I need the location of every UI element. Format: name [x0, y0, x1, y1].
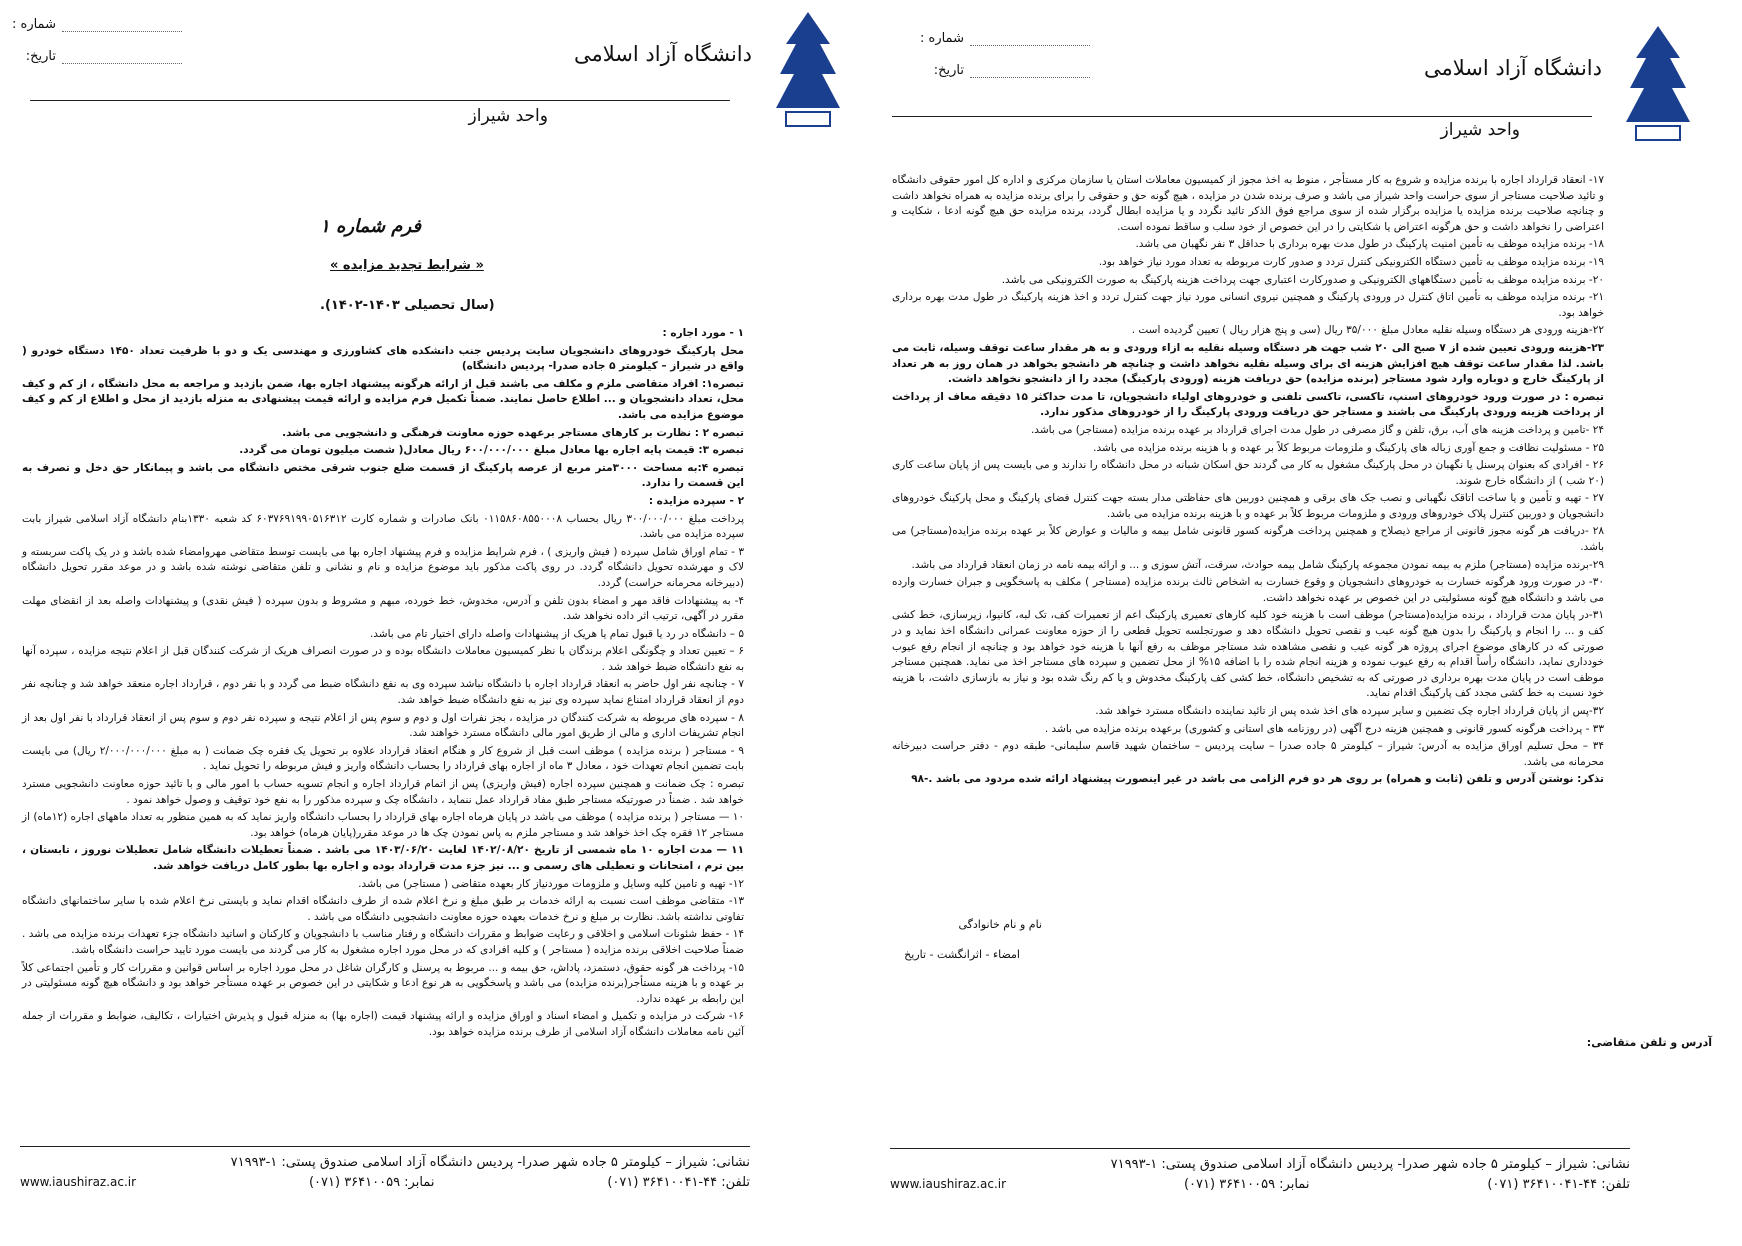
paragraph: ۶ – تعيين تعداد و چگونگی اعلام برندگان با نظر کميسيون معاملات دانشگاه بوده و در صورت انصراف هريک از شرکت کنندگان قبل از اعلام نتيجه مزايده ، سپرده آنها به نفع دانشگاه ضبط خواهد شد .	[22, 645, 744, 673]
footer-website-link[interactable]: www.iaushiraz.ac.ir	[890, 1177, 1007, 1191]
right-body-text	[892, 173, 1604, 790]
footer-fax: نمابر: ۳۶۴۱۰۰۵۹ (۰۷۱)	[308, 1175, 435, 1190]
date-line	[970, 63, 1090, 78]
paragraph: ۲۸ -دريافت هر گونه مجوز قانونی از مراجع ذيصلاح و همچنين پرداخت هرگونه کسور قانونی شامل بيمه و ماليات و عوارض کلاً بر عهده برنده مزايده(مستاجر) می باشد.	[892, 525, 1604, 554]
paragraph: ۳۲-پس از پايان قرارداد اجاره چک تضمين و ساير سپرده های اخذ شده پس از تائيد نماينده دانشگاه مسترد خواهد شد.	[1095, 705, 1604, 717]
paragraph: تبصره : در صورت ورود خودروهای اسنپ، تاکسی، تاکسی تلفنی و خودروهای اولياء دانشجويان، تا مدت حداکثر ۱۵ دقيقه معاف از پرداخت از پرداخت هزينه ورودی پارکينگ می باشند و مستاجر حق دريافت ورودی پارکينگ را از خودروهای مذکور ندارد.	[892, 390, 1604, 419]
paragraph: ۴- به پيشنهادات فاقد مهر و امضاء بدون تلفن و آدرس، مخدوش، خط خورده، مبهم و مشروط و بدون سپرده ( فيش نقدی) و پيشنهادات واصله بعد از انقضای مهلت مقرر در آگهی، ترتيب اثر داده نخواهد شد.	[22, 594, 744, 623]
paragraph: تبصره ۴:به مساحت ۳۰۰۰متر مربع از عرصه پارکينگ از قسمت ضلع جنوب شرقی مختص دانشگاه می باشد و پيمانکار حق دخل و تصرف به اين قسمت را ندارد.	[22, 461, 744, 490]
paragraph: ۸ - سپرده های مربوطه به شرکت کنندگان در مزايده ، بجز نفرات اول و دوم و سوم پس از اعلام نتيجه و سپرده نفر دوم و سوم پس از انعقاد قرارداد با نفر اول بعد از انجام تشريفات اداری و مالی از طريق امور مالی دانشگاه مسترد خواهند شد.	[22, 711, 744, 740]
footer-fax: نمابر: ۳۶۴۱۰۰۵۹ (۰۷۱)	[1183, 1177, 1310, 1192]
paragraph: تبصره ۲ : نظارت بر کارهای مستاجر برعهده حوزه معاونت فرهنگی و دانشجويی می باشد.	[282, 426, 744, 439]
date-label: تاريخ:	[25, 48, 56, 64]
conditions-subtitle: « شرايط تجديد مزايده »	[330, 258, 484, 273]
paragraph: ۲ - سپرده مزايده :	[648, 494, 744, 507]
paragraph: ۱۸- برنده مزايده موظف به تأمين امنيت پارکينگ در طول مدت بهره برداری با حداقل ۳ نفر نگهبان می باشد.	[1135, 238, 1604, 251]
date-line	[62, 49, 182, 64]
footer-address: نشانی: شيراز – کيلومتر ۵ جاده شهر صدرا- پرديس دانشگاه آزاد اسلامی صندوق پستی: ۱-۷۱۹۹۳	[1110, 1157, 1630, 1172]
paragraph: محل پارکينگ خودروهای دانشجويان سايت پرديس جنب دانشکده های کشاورزی و مهندسی يک و دو با ظرفيت تعداد ۱۴۵۰ دستگاه خودرو ( واقع در شيراز – کيلومتر ۵ جاده صدرا- پرديس دانشگاه)	[22, 344, 744, 373]
paragraph: تبصره ۳: قيمت پايه اجاره بها معادل مبلغ ۶۰۰/۰۰۰/۰۰۰ ريال معادل( شصت ميليون تومان می گردد.	[239, 444, 744, 457]
paragraph: ۲۱- برنده مزايده موظف به تأمين اتاق کنترل در ورودی پارکينگ و همچنين نيروی انسانی مورد نياز جهت کنترل تردد و اخذ هزينه پارکينگ در طول مدت بهره برداری خواهد بود.	[892, 291, 1604, 319]
paragraph: ۱۱ — مدت اجاره ۱۰ ماه شمسی از تاريخ ۱۴۰۲/۰۸/۲۰ لغايت ۱۴۰۳/۰۶/۲۰ می باشد . ضمناً تعطيلات دانشگاه شامل تعطيلات نوروز ، تابستان ، بين ترم ، امتحانات و تعطيلی های رسمی و ... نيز جزء مدت قرارداد بوده و اجاره بها بطور کامل دريافت خواهد شد.	[22, 844, 744, 872]
number-label: شماره :	[920, 30, 964, 46]
paragraph: ۱۶- شرکت در مزايده و تکميل و امضاء اسناد و اوراق مزايده و ارائه پيشنهاد قيمت (اجاره بها) به منزله قبول و پذيرش اختيارات ، تکاليف، ضوابط و مقررات از جمله آئين نامه معاملات دانشگاه آزاد اسلامی از طرف برنده مزايده خواهد بود.	[22, 1010, 744, 1038]
right-meta	[920, 22, 1090, 86]
paragraph: ۵ – دانشگاه در رد يا قبول تمام يا هريک از پيشنهادات واصله دارای اختيار تام می باشد.	[369, 627, 744, 640]
branch-name: واحد شيراز	[468, 106, 548, 126]
form-title: فرم شماره ۱	[320, 216, 421, 237]
applicant-address-label: آدرس و تلفن متقاضی:	[1586, 1036, 1712, 1049]
paragraph: ۳ - تمام اوراق شامل سپرده ( فيش واريزی ) ، فرم شرايط مزايده و فرم پيشنهاد اجاره بها می بايست توسط متقاضی مهروامضاء شده باشد و در يک پاکت سربسته و لاک و مهرشده تحويل دانشگاه گردد. در روی پاکت مذکور بايد موضوع مزايده و نام و نشانی و تلفن متقاضی نوشته شده باشد و در موعد مقرر تحويل دانشگاه (دبيرخانه محرمانه حراست) گردد.	[22, 545, 744, 589]
left-footer	[20, 1146, 750, 1195]
paragraph: ۱۳- متقاضی موظف است نسبت به ارائه خدمات بر طبق مبلغ و نرخ اعلام شده از طرف دانشگاه اقدام نمايد و بايستی نرخ اعلام شده با ساير ساختمانهای دانشگاه تفاوتی نداشته باشد. نظارت بر مبلغ و نرخ خدمات بعهده حوزه معاونت دانشجويی دانشگاه می باشد .	[22, 895, 744, 923]
university-title: دانشگاه آزاد اسلامی	[574, 42, 752, 66]
paragraph: ۳۳ - پرداخت هرگونه کسور قانونی و همچنين هزينه درج آگهی (در روزنامه های استانی و کشوری) برعهده برنده مزايده می باشد .	[1044, 722, 1604, 735]
paragraph: ۲۰- برنده مزايده موظف به تأمين دستگاههای الکترونيکی و صدورکارت اعتباری جهت پرداخت هزينه پارکينگ به صورت الکترونيکی می باشد.	[1001, 273, 1604, 286]
paragraph: ۲۶ - افرادی که بعنوان پرسنل يا نگهبان در محل پارکينگ مشغول به کار می گردند حق اسکان شبانه در محل دانشگاه را ندارند و می بايست پس از پايان ساعت کاری (۲۰ شب ) از دانشگاه خارج شوند.	[892, 459, 1604, 487]
paragraph: ۱۷- انعقاد قرارداد اجاره با برنده مزايده و شروع به کار مستأجر ، منوط به اخذ مجوز از کميسيون معاملات استان يا سازمان مرکزی و اداره کل امور حقوقی دانشگاه و تائيد صلاحيت مستاجر از سوی حراست واحد شيراز می باشد و صرف برنده شدن در مزايده ، هيچ گونه حق و حقوقی را برای برنده مزايده به همراه نخواهد داشت و چنانچه صلاحيت برنده مزايده يا مزايده برگزار شده از سوی مراجع فوق الذکر تائيد نگردد و يا مزايده ابطال گردد، برنده مزايده حق هيچ گونه ادعا ، شکايت و اعتراضی را نخواهد داشت و حق هرگونه اعتراض يا شکايتی را در اين خصوص از خود سلب و ساقط نموده است.	[892, 174, 1604, 233]
date-label: تاريخ:	[933, 62, 964, 78]
paragraph: ۲۹-برنده مزايده (مستاجر) ملزم به بيمه نمودن مجموعه پارکينگ شامل بيمه حوادث، سرقت، آتش سوزی و ... و ارائه بيمه نامه در زمان انعقاد قرارداد می باشد.	[911, 558, 1604, 571]
left-meta	[12, 8, 182, 72]
right-page	[880, 0, 1742, 1246]
paragraph: تذکر: نوشتن آدرس و تلفن (ثابت و همراه) بر روی هر دو فرم الزامی می باشد در غير اينصورت پيشنهاد ارائه شده مردود می باشد .-۹۸	[911, 773, 1604, 786]
paragraph: ۹ - مستاجر ( برنده مزايده ) موظف است قبل از شروع کار و هنگام انعقاد قرارداد علاوه بر تحويل يک فقره چک ضمانت ( به مبلغ ۲/۰۰۰/۰۰۰/۰۰۰ ريال) می بايست بابت تضمين انجام تعهدات خود ، معادل ۳ ماه از اجاره بهای قرارداد را بحساب دانشگاه واريز و فيش مربوطه را تحويل نمايد .	[22, 744, 744, 773]
paragraph: ۲۴ -تامين و پرداخت هزينه های آب، برق، تلفن و گاز مصرفی در طول مدت اجرای قرارداد بر عهده برنده مزايده (مستاجر) می باشد.	[1030, 423, 1604, 436]
paragraph: ۲۷ - تهيه و تأمين و يا ساخت اتاقک نگهبانی و نصب جک های برقی و همچنين دوربين های حفاظتی مدار بسته جهت کنترل فضای پارکينگ و محل پارکينگ خودروهای دانشجويان و دوربين کنترل پلاک خودروهای ورودی و ملزومات مربوط کلاً بر عهده و با هزينه برنده مزايده می باشد.	[892, 492, 1604, 520]
academic-year: (سال تحصيلی ۱۴۰۳-۱۴۰۲).	[320, 298, 495, 313]
footer-website-link[interactable]: www.iaushiraz.ac.ir	[20, 1175, 137, 1189]
paragraph: ۱۰ — مستاجر ( برنده مزايده ) موظف می باشد در پايان هرماه اجاره بهای قرارداد را بحساب دانشگاه واريز نمايد که به همين منظور به تعداد ماههای اجاره (۱۲ماه) از مستاجر ۱۲ فقره چک اخذ خواهد شد و مستاجر ملزم به پاس نمودن چک ها در موعد مقرر(پايان هرماه) خواهد بود.	[22, 811, 744, 839]
paragraph: ۷ - چنانچه نفر اول حاضر به انعقاد قرارداد اجاره با دانشگاه نباشد سپرده وی به نفع دانشگاه ضبط می گردد و با نفر دوم ، قرارداد اجاره منعقد خواهد شد و چنانچه نفر دوم از انعقاد قرارداد امتناع نمايد سپرده وی نيز به نفع دانشگاه ضبط خواهد شد.	[22, 678, 744, 707]
paragraph: ۳۴ – محل تسليم اوراق مزايده به آدرس: شيراز – کيلومتر ۵ جاده صدرا – سايت پرديس – ساختمان شهيد قاسم سليمانی- طبقه دوم - دفتر حراست دبيرخانه محرمانه می باشد.	[892, 740, 1604, 768]
university-title: دانشگاه آزاد اسلامی	[1424, 56, 1602, 80]
paragraph: ۲۵ - مسئوليت نظافت و جمع آوری زباله های پارکينگ و ملزومات مربوط کلاً بر عهده و با هزينه برنده مزايده می باشد.	[1093, 441, 1604, 454]
paragraph: ۱۴ - حفظ شئونات اسلامی و اخلاقی و رعايت ضوابط و مقررات دانشگاه و رفتار مناسب با دانشجويان و کارکنان و اساتيد دانشگاه جزء تعهدات برنده مزايده می باشد . ضمناً صلاحيت اخلاقی برنده مزايده ( مستاجر ) و کليه افرادی که در محل مورد اجاره مشغول به کار می گردند می بايست مورد تاييد حراست دانشگاه باشد.	[22, 928, 744, 956]
signature-name-label: نام و نام خانوادگی	[958, 918, 1042, 931]
university-logo-icon	[1610, 18, 1706, 148]
university-logo-icon	[760, 4, 856, 134]
paragraph: ۱۲- تهيه و تامين کليه وسايل و ملزومات موردنياز کار بعهده متقاضی ( مستاجر) می باشد.	[358, 877, 744, 890]
paragraph: ۲۳-هزينه ورودی تعيين شده از ۷ صبح الی ۲۰ شب جهت هر دستگاه وسيله نقليه به ازاء ورودی و به هر مقدار ساعت توقف وسيله، ثابت می باشد. لذا مقدار ساعت توقف هيچ افزايش هزينه ای برای وسيله نقليه نخواهد داشت و چنانچه هر دانشجو بخواهد در همان روز به هر تعداد از پارکينگ خارج و دوباره وارد شود مستاجر (برنده مزايده) حق دريافت هزينه (ورودی پارکينگ) مجدد را از دانشجو نخواهد داشت.	[892, 341, 1605, 386]
right-footer	[890, 1148, 1630, 1197]
paragraph: ۲۲-هزينه ورودی هر دستگاه وسيله نقليه معادل مبلغ ۳۵/۰۰۰ ريال (سی و پنج هزار ريال ) تعيين گرديده است .	[1131, 324, 1604, 337]
paragraph: ۳۰- در صورت ورود هرگونه خسارت به خودروهای دانشجويان و وقوع خسارت به اشخاص ثالث برنده مزايده (مستاجر ) مکلف به پاسخگويی و جبران خسارت وارده می باشد و دانشگاه هيچ گونه مسئوليتی در اين خصوص بر عهده نخواهد داشت.	[892, 576, 1604, 604]
paragraph: تبصره : چک ضمانت و همچنين سپرده اجاره (فيش واريزی) پس از اتمام قرارداد اجاره و انجام تسويه حساب با امور مالی و با تائيد حوزه معاونت دانشجويی مسترد خواهد شد . ضمناً در صورتيکه مستاجر طبق مفاد قرارداد عمل ننمايد ، دانشگاه چک و سپرده مذکور را به نفع خود توقيف و وصول خواهد نمود .	[22, 778, 744, 806]
number-label: شماره :	[12, 16, 56, 32]
signature-sign-label: امضاء - اثرانگشت - تاريخ	[904, 948, 1020, 961]
number-line	[62, 17, 182, 32]
paragraph: ۱ - مورد اجاره :	[662, 327, 744, 339]
paragraph: ۱۵- پرداخت هر گونه حقوق، دستمزد، پاداش، حق بيمه و ... مربوط به پرسنل و کارگران شاغل در محل مورد اجاره بر اساس قوانين و مقررات کار و تأمين اجتماعی کلاً بر عهده و با هزينه مستأجر(برنده مزايده) می باشد و پاسخگويی به هر نوع ادعا و شکايتی در اين خصوص بر عهده مستأجر خواهد بود و دانشگاه هيچ گونه مسئوليتی در اين رابطه بر عهده ندارد.	[22, 961, 744, 1005]
branch-name: واحد شيراز	[1440, 120, 1520, 140]
paragraph: ۱۹- برنده مزايده موظف به تأمين دستگاه الکترونيکی کنترل تردد و صدور کارت مربوطه به تعداد مورد نياز خواهد بود.	[1098, 255, 1604, 268]
footer-phone: تلفن: ۴۴-۳۶۴۱۰۰۴۱ (۰۷۱)	[607, 1175, 750, 1190]
header-rule	[892, 116, 1592, 117]
paragraph: پرداخت مبلغ ۳۰۰/۰۰۰/۰۰۰ ريال بحساب ۰۱۱۵۸۶۰۸۵۵۰۰۰۸ بانک صادرات و شماره کارت ۶۰۳۷۶۹۱۹۹۰۵۱۶۳۱۲ کد شعبه ۱۳۳۰بنام دانشگاه آزاد اسلامی شيراز بابت سپرده مزايده می باشد.	[22, 512, 744, 541]
paragraph: ۳۱-در پايان مدت قرارداد ، برنده مزايده(مستاجر) موظف است با هزينه خود کليه کارهای تعميری پارکينگ اعم از تعميرات کف، تک لبه، کانيوا، زيرسازی، خط کشی کف و ... را انجام و پارکينگ را بدون هيچ گونه عيب و نقصی تحويل دانشگاه دهد و صورتجلسه تحويل قطعی را از حوزه معاونت عمرانی دانشگاه اخذ نمايد و در صورتی که در کارهای موضوع اجرای پروژه هر گونه عيب و نقصی مشاهده شد مستاجر موظف به رفع آنها با هزينه خود خواهد بود و چنانچه از انجام رفع عيوب خودداری نمايد، دانشگاه رأساً اقدام به رفع عيوب نموده و هزينه انجام شده را با اضافه ۱۵% از محل تضمين و سپرده های مستاجر اخذ می نمايد. همچنين مستاجر موظف است در پايان مدت بهره برداری در صورتی که به تشخيص دانشگاه، خط کشی کف پارکينگ مخدوش و يا کم رنگ شده بود و نياز به بازسازی داشت، با هزينه خود نسبت به خط کشی مجدد کف پارکينگ اقدام نمايد.	[892, 609, 1604, 700]
number-line	[970, 31, 1090, 46]
header-rule	[30, 100, 730, 101]
paragraph: تبصره۱: افراد متقاضی ملزم و مکلف می باشند قبل از ارائه هرگونه پيشنهاد اجاره بها، ضمن بازديد و مراجعه به محل دانشگاه ، از کم و کيف محل، تعداد دانشجويان و ... اطلاع حاصل نمايند. ضمناً تکميل فرم مزايده و ارائه قيمت پيشنهادی به منزله بازديد از محل و اطلاع از کم و کيف موضوع مزايده می باشد.	[22, 377, 744, 421]
left-body-text	[22, 326, 744, 1043]
footer-phone: تلفن: ۴۴-۳۶۴۱۰۰۴۱ (۰۷۱)	[1487, 1177, 1630, 1192]
footer-address: نشانی: شيراز – کيلومتر ۵ جاده شهر صدرا- پرديس دانشگاه آزاد اسلامی صندوق پستی: ۱-۷۱۹۹۳	[230, 1155, 750, 1170]
